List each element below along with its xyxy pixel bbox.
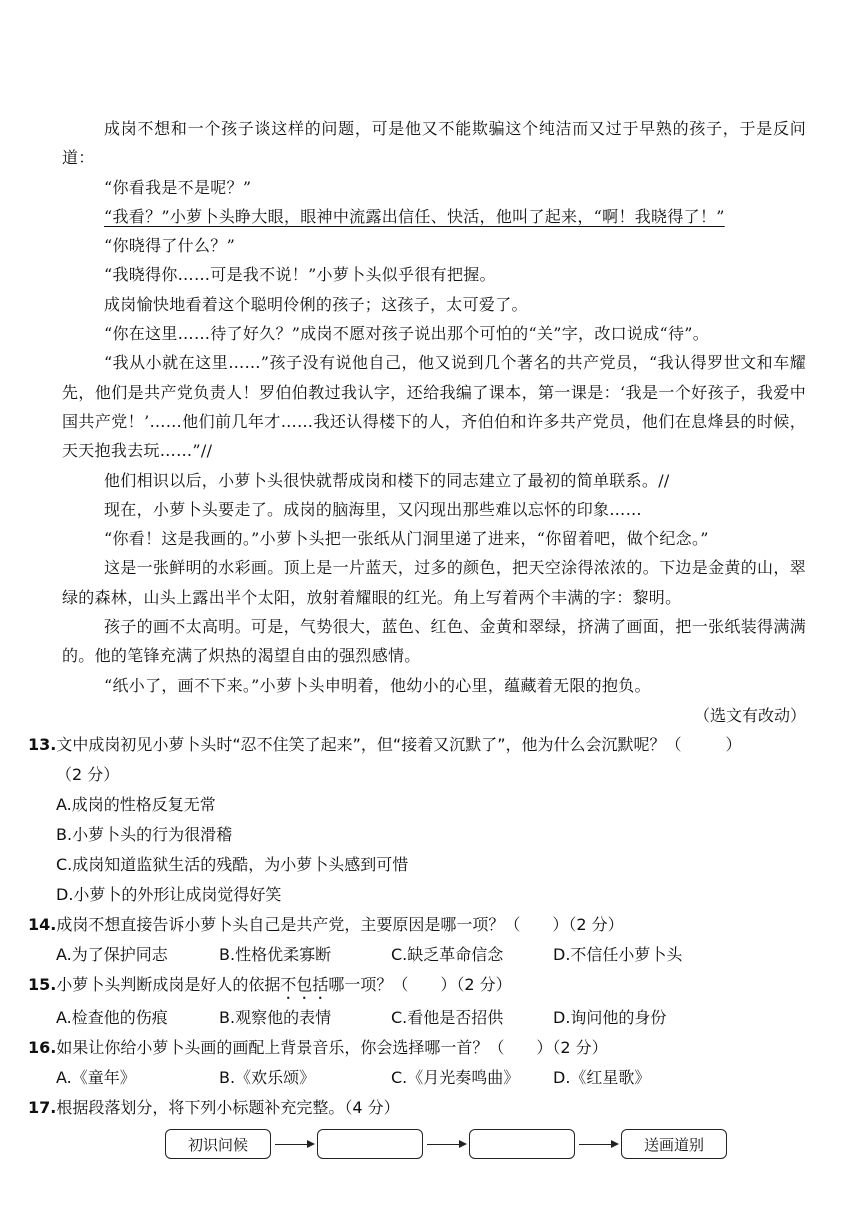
question-number: 14.: [28, 914, 57, 934]
question-score: （2 分）: [456, 974, 512, 994]
passage-paragraph: 这是一张鲜明的水彩画。顶上是一片蓝天，过多的颜色，把天空涂得浓浓的。下边是金黄的山，翠绿的森林，山头上露出半个太阳，放射着耀眼的红光。角上写着两个丰满的字：黎明。: [62, 558, 806, 607]
question-15: [28, 970, 806, 1033]
passage-paragraph: “你看！这是我画的。”小萝卜头把一张纸从门洞里递了进来，“你留着吧，做个纪念。”: [104, 529, 709, 549]
underlined-sentence: “我看？”小萝卜头睁大眼，眼神中流露出信任、快活，他叫了起来，“啊！我晓得了！”: [104, 206, 725, 226]
passage-paragraph: “你在这里……待了好久？”成岗不愿对孩子说出那个可怕的“关”字，改口说成“待”。: [104, 324, 710, 344]
question-text: 小萝卜头判断成岗是好人的依据: [56, 974, 281, 994]
answer-blank[interactable]: （ ）: [488, 1037, 553, 1057]
question-number: 15.: [28, 974, 57, 994]
option-d[interactable]: D.小萝卜的外形让成岗觉得好笑: [56, 884, 282, 904]
question-text: 成岗不想直接告诉小萝卜头自己是共产党，主要原因是哪一项？: [56, 914, 505, 934]
arrow-right-icon: [271, 1129, 317, 1159]
passage-paragraph: “纸小了，画不下来。”小萝卜头申明着，他幼小的心里，蕴藏着无限的抱负。: [104, 675, 651, 695]
option-a[interactable]: A.为了保护同志: [56, 944, 168, 964]
arrow-right-icon: [423, 1129, 469, 1159]
passage-paragraph: 成岗愉快地看着这个聪明伶俐的孩子；这孩子，太可爱了。: [104, 294, 528, 314]
options-row: [28, 1003, 806, 1033]
answer-blank[interactable]: （ ）: [504, 914, 569, 934]
flow-box-last: 送画道别: [621, 1129, 727, 1159]
flow-box-blank-2[interactable]: [469, 1129, 575, 1159]
passage-paragraph: “你晓得了什么？”: [104, 236, 236, 256]
passage-paragraph: “我从小就在这里……”孩子没有说他自己，他又说到几个著名的共产党员，“我认得罗世文和车耀先，他们是共产党负责人！罗伯伯教过我认字，还给我编了课本，第一课是：‘我是一个好孩子，我爱中国共产党！’……他们前几年才……我还认得楼下的人，齐伯伯和许多共产党员，他们在息烽县的时候，天天抱我去玩……”//: [62, 353, 806, 461]
option-a[interactable]: A.《童年》: [56, 1067, 136, 1087]
option-b[interactable]: B.小萝卜头的行为很滑稽: [56, 824, 233, 844]
reading-passage: [62, 114, 806, 730]
question-13: [28, 730, 806, 910]
options-list: [28, 790, 806, 910]
passage-source-note: （选文有改动）: [693, 705, 806, 725]
question-16: [28, 1033, 806, 1093]
answer-blank[interactable]: （ ）: [392, 974, 457, 994]
passage-paragraph: 成岗不想和一个孩子谈这样的问题，可是他又不能欺骗这个纯洁而又过于早熟的孩子，于是反问道：: [62, 119, 806, 168]
passage-paragraph: “你看我是不是呢？”: [104, 177, 252, 197]
flow-box-blank-1[interactable]: [317, 1129, 423, 1159]
passage-paragraph: “我晓得你……可是我不说！”小萝卜头似乎很有把握。: [104, 265, 496, 285]
option-d[interactable]: D.不信任小萝卜头: [553, 944, 683, 964]
question-score: （2 分）: [56, 764, 120, 784]
answer-paren-open: （: [665, 734, 682, 754]
option-c[interactable]: C.缺乏革命信念: [391, 944, 504, 964]
option-c[interactable]: C.《月光奏鸣曲》: [391, 1067, 520, 1087]
option-b[interactable]: B.性格优柔寡断: [219, 944, 332, 964]
emphasized-text: 不包括: [280, 974, 329, 994]
question-number: 17.: [28, 1097, 57, 1117]
option-d[interactable]: D.《红星歌》: [553, 1067, 651, 1087]
option-d[interactable]: D.询问他的身份: [553, 1007, 667, 1027]
passage-paragraph: 他们相识以后，小萝卜头很快就帮成岗和楼下的同志建立了最初的简单联系。//: [104, 470, 670, 490]
passage-paragraph-underlined: [62, 202, 806, 231]
options-row: [28, 1063, 806, 1093]
question-number: 13.: [28, 734, 57, 754]
option-a[interactable]: A.成岗的性格反复无常: [56, 794, 216, 814]
question-14: [28, 910, 806, 970]
question-text: 如果让你给小萝卜头画的画配上背景音乐，你会选择哪一首？: [56, 1037, 489, 1057]
question-text-tail: 哪一项？: [328, 974, 393, 994]
option-a[interactable]: A.检查他的伤痕: [56, 1007, 168, 1027]
option-c[interactable]: C.成岗知道监狱生活的残酷，为小萝卜头感到可惜: [56, 854, 409, 874]
subtitle-flow-chart: [165, 1128, 727, 1160]
passage-paragraph: 孩子的画不太高明。可是，气势很大，蓝色、红色、金黄和翠绿，挤满了画面，把一张纸装得满满的。他的笔锋充满了炽热的渴望自由的强烈感情。: [62, 617, 806, 666]
option-c[interactable]: C.看他是否招供: [391, 1007, 504, 1027]
arrow-right-icon: [575, 1129, 621, 1159]
question-score: （2 分）: [568, 914, 624, 934]
question-score: （2 分）: [552, 1037, 608, 1057]
option-b[interactable]: B.观察他的表情: [219, 1007, 332, 1027]
flow-box-first: 初识问候: [165, 1129, 271, 1159]
option-b[interactable]: B.《欢乐颂》: [219, 1067, 316, 1087]
question-17: [28, 1093, 806, 1123]
options-row: [28, 940, 806, 970]
answer-paren-close: ）: [725, 734, 742, 754]
passage-paragraph: 现在，小萝卜头要走了。成岗的脑海里，又闪现出那些难以忘怀的印象……: [104, 499, 642, 519]
question-text: 根据段落划分，将下列小标题补充完整。（4 分）: [56, 1097, 400, 1117]
question-number: 16.: [28, 1037, 57, 1057]
question-text: 文中成岗初见小萝卜头时“忍不住笑了起来”，但“接着又沉默了”，他为什么会沉默呢？: [56, 734, 666, 754]
